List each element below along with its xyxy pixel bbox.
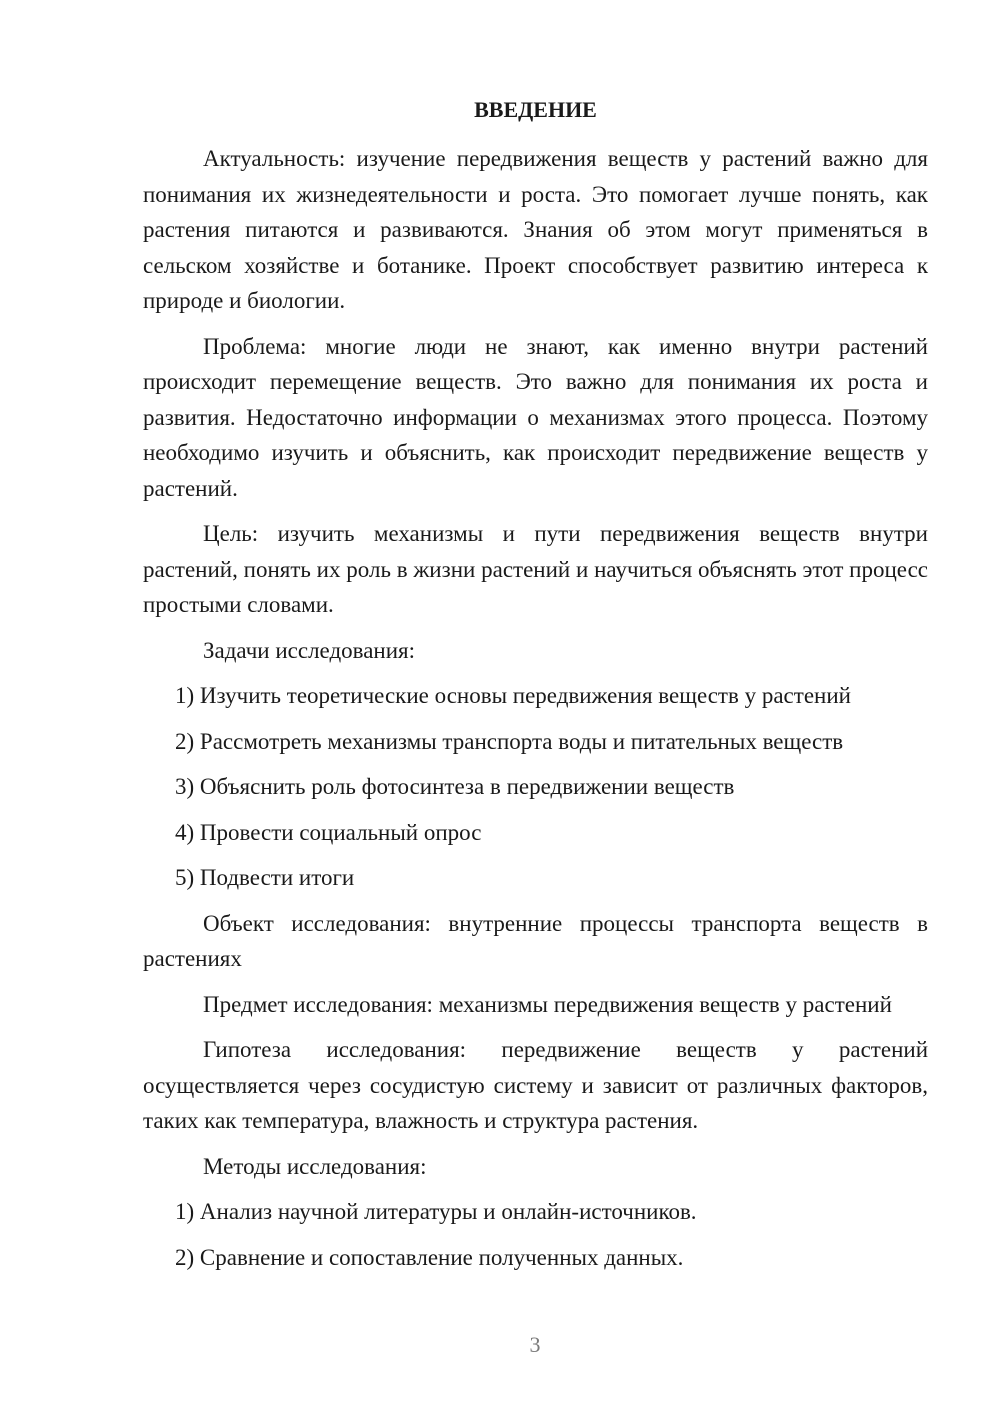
method-item: 1) Анализ научной литературы и онлайн-источников.: [175, 1199, 697, 1224]
task-item: 1) Изучить теоретические основы передвижения веществ у растений: [175, 683, 851, 708]
hypothesis-paragraph: Гипотеза исследования: передвижение веществ у растений осуществляется через сосудистую систему и зависит от различных факторов, таких как температура, влажность и структура растения.: [143, 1037, 928, 1133]
tasks-heading: Задачи исследования:: [203, 637, 416, 663]
page-number: 3: [529, 1332, 541, 1357]
methods-heading: Методы исследования:: [203, 1153, 427, 1179]
task-item: 4) Провести социальный опрос: [175, 819, 482, 845]
page-title: ВВЕДЕНИЕ: [474, 97, 597, 122]
goal-paragraph: Цель: изучить механизмы и пути передвижения веществ внутри растений, понять их роль в жизни растений и научиться объяснять этот процесс простыми словами.: [143, 521, 928, 617]
object-paragraph: Объект исследования: внутренние процессы транспорта веществ в растениях: [143, 910, 928, 971]
tasks-list: [143, 678, 928, 896]
subject-paragraph: Предмет исследования: механизмы передвижения веществ у растений: [203, 991, 892, 1017]
relevance-paragraph: Актуальность: изучение передвижения веществ у растений важно для понимания их жизнедеятельности и роста. Это помогает лучше понять, как растения питаются и развиваются. Знания об этом могут применяться в сельском хозяйстве и ботанике. Проект способствует развитию интереса к природе и биологии.: [143, 146, 928, 313]
task-item: 3) Объяснить роль фотосинтеза в передвижении веществ: [175, 774, 735, 799]
document-body: [143, 141, 928, 1285]
method-item: 2) Сравнение и сопоставление полученных данных.: [175, 1244, 684, 1270]
task-item: 2) Рассмотреть механизмы транспорта воды и питательных веществ: [175, 728, 844, 754]
methods-list: [143, 1194, 928, 1275]
task-item: 5) Подвести итоги: [175, 865, 355, 890]
problem-paragraph: Проблема: многие люди не знают, как именно внутри растений происходит перемещение веществ. Это важно для понимания их роста и развития. Недостаточно информации о механизмах этого процесса. Поэтому необходимо изучить и объяснить, как происходит передвижение веществ у растений.: [143, 333, 928, 501]
